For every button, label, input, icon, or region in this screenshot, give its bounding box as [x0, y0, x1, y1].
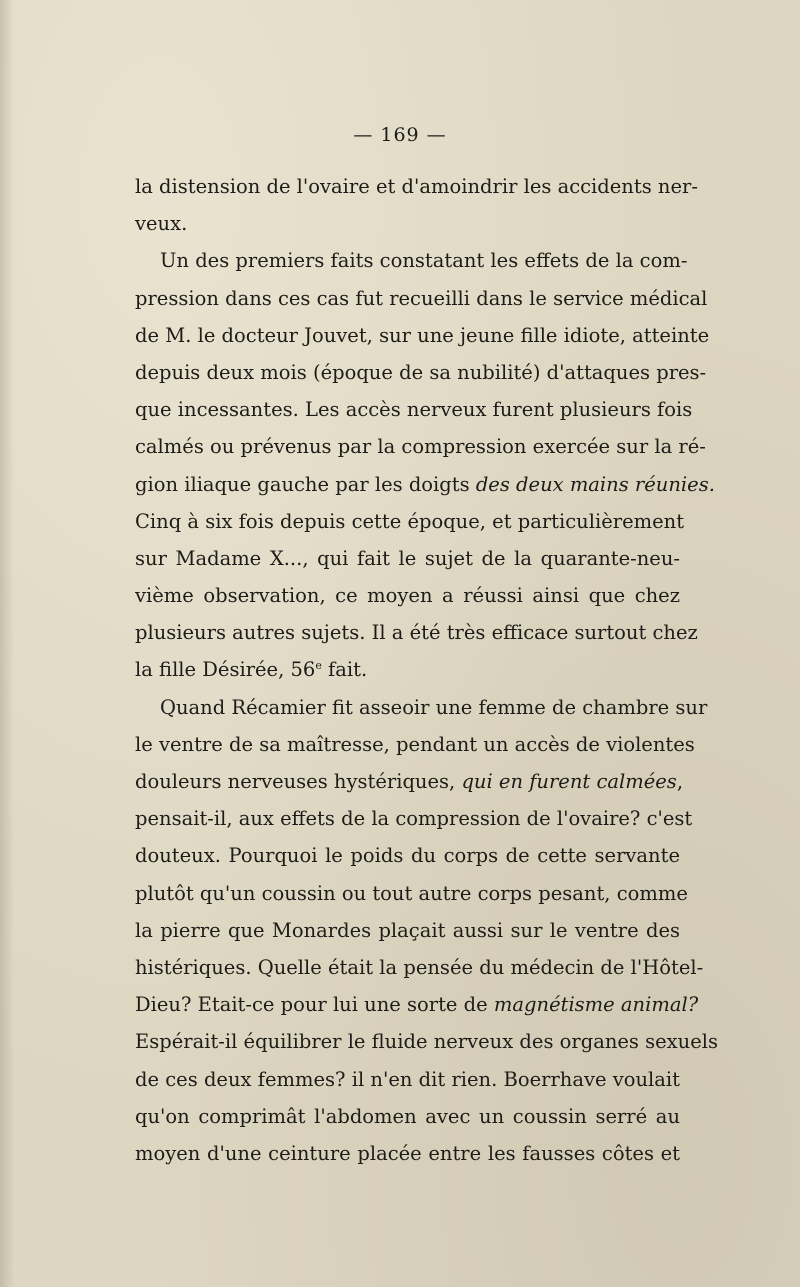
text-run: veux. — [135, 212, 188, 236]
body-text — [135, 168, 719, 1172]
text-line — [135, 875, 688, 912]
text-run: plusieurs autres sujets. Il a été très efficace surtout chez — [135, 621, 698, 645]
text-line — [135, 986, 699, 1023]
text-run: douleurs nerveuses hystériques, — [135, 770, 462, 793]
text-run: Cinq à six fois depuis cette époque, et particulièrement — [135, 509, 685, 533]
text-line — [135, 837, 680, 874]
text-run: calmés ou prévenus par la compression exercée sur la ré- — [135, 435, 706, 459]
text-run: gion iliaque gauche par les doigts — [135, 472, 476, 496]
text-run: pensait-il, aux effets de la compression de l'ovaire? c'est — [135, 807, 693, 831]
text-run: Un des premiers faits constatant les effets de la com- — [160, 249, 688, 273]
text-line — [135, 651, 680, 688]
page-gutter-shadow — [0, 0, 14, 1287]
italic-text: ? — [687, 993, 699, 1017]
text-line — [135, 317, 710, 354]
text-line — [135, 763, 684, 800]
text-run: que incessantes. Les accès nerveux furent plusieurs fois — [135, 398, 693, 422]
text-run: sur Madame X..., qui fait le sujet de la quarante-neu- — [135, 546, 680, 570]
text-run: le ventre de sa maîtresse, pendant un accès de violentes — [135, 732, 695, 756]
text-line — [135, 168, 698, 205]
text-run: la fille Désirée, 56 — [135, 658, 316, 682]
italic-text: des deux mains réunies. — [475, 472, 715, 496]
text-line — [135, 800, 693, 837]
text-run: Dieu? Etait-ce pour lui une sorte de — [135, 993, 494, 1017]
text-run: fait. — [321, 658, 368, 682]
text-run: histériques. Quelle était la pensée du médecin de l'Hôtel- — [135, 955, 704, 979]
text-line — [135, 540, 680, 577]
text-line — [135, 391, 693, 428]
text-run: de M. le docteur Jouvet, sur une jeune fille idiote, atteinte — [135, 323, 710, 347]
text-line — [135, 205, 680, 242]
page-number: — 169 — — [353, 124, 447, 146]
text-line — [135, 280, 708, 317]
text-run: qu'on comprimât l'abdomen avec un coussin serré au — [135, 1104, 680, 1128]
text-run: de ces deux femmes? il n'en dit rien. Boerrhave voulait — [135, 1067, 680, 1091]
superscript: e — [315, 659, 322, 673]
text-line — [135, 503, 685, 540]
text-run: vième observation, ce moyen a réussi ainsi que chez — [135, 584, 680, 608]
text-run: depuis deux mois (époque de sa nubilité) d'attaques pres- — [135, 360, 707, 384]
text-line — [135, 466, 715, 503]
text-run: la distension de l'ovaire et d'amoindrir les accidents ner- — [135, 175, 698, 198]
text-run: la pierre que Monardes plaçait aussi sur le ventre des — [135, 918, 680, 942]
text-line — [135, 1023, 719, 1060]
text-line — [135, 1098, 680, 1135]
text-line — [135, 949, 704, 986]
text-line — [135, 428, 706, 465]
text-line — [135, 614, 698, 651]
text-line — [135, 726, 695, 763]
text-run: Espérait-il équilibrer le fluide nerveux des organes sexuels — [135, 1030, 719, 1054]
text-line — [135, 1135, 680, 1172]
italic-text: qui en furent calmées — [461, 770, 677, 793]
text-line — [135, 1061, 680, 1098]
text-line — [135, 354, 707, 391]
text-line — [135, 689, 708, 726]
text-run: Quand Récamier fit asseoir une femme de chambre sur — [160, 695, 708, 719]
text-run: pression dans ces cas fut recueilli dans le service médical — [135, 286, 708, 310]
text-run: moyen d'une ceinture placée entre les fausses côtes et — [135, 1141, 680, 1165]
text-line — [135, 242, 688, 279]
text-line — [135, 577, 680, 614]
text-run: douteux. Pourquoi le poids du corps de cette servante — [135, 844, 680, 868]
text-line — [135, 912, 680, 949]
text-run: plutôt qu'un coussin ou tout autre corps pesant, comme — [135, 881, 688, 905]
text-run: , — [676, 770, 684, 793]
italic-text: magnétisme animal — [493, 993, 688, 1017]
